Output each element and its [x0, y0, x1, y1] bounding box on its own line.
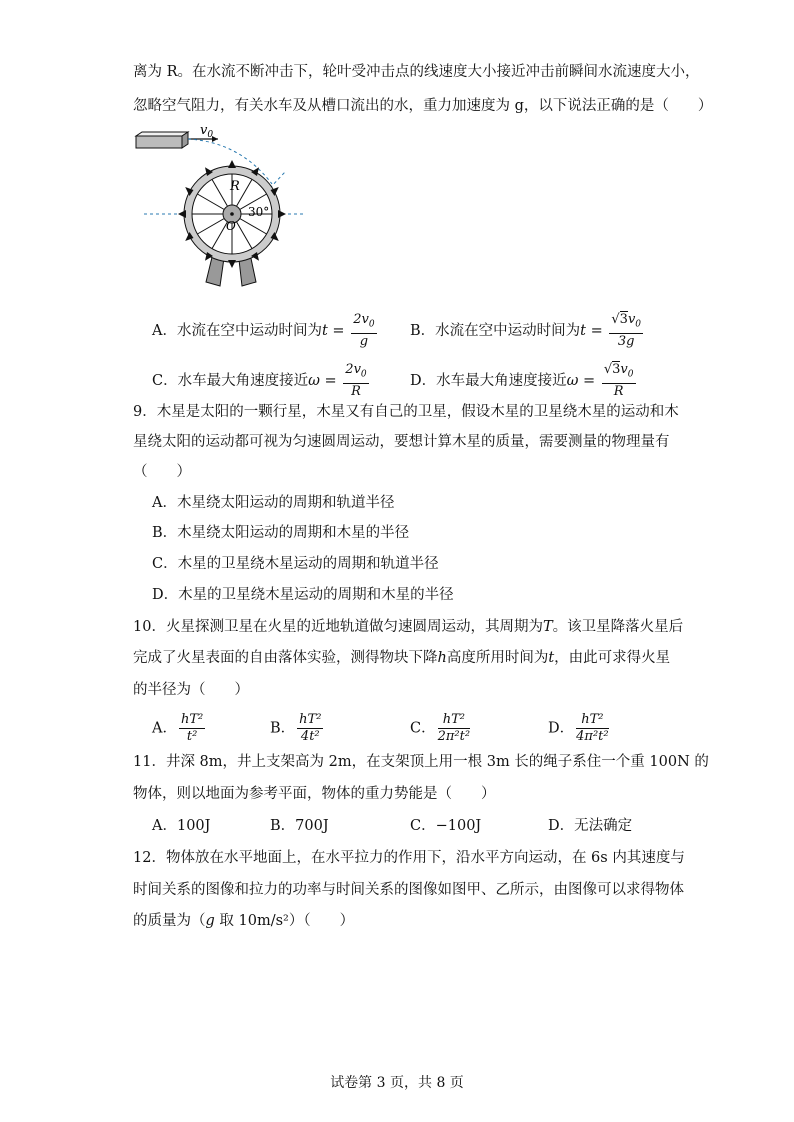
q11-option-a[interactable]: A．100J [152, 818, 211, 834]
q10-stem-line-1: 10．火星探测卫星在火星的近地轨道做匀速圆周运动，其周期为T。该卫星降落火星后 [133, 619, 684, 635]
q11-stem-line-1: 11．井深 8m，井上支架高为 2m，在支架顶上用一根 3m 长的绳子系住一个重 100N 的 [133, 754, 709, 770]
q8-option-a[interactable]: A．水流在空中运动时间为t = $\frac{2v_0}{g}$ [152, 312, 375, 349]
q12-stem-line-1: 12．物体放在水平地面上，在水平拉力的作用下，沿水平方向运动，在 6s 内其速度与 [133, 850, 685, 866]
q9-option-d[interactable]: D．木星的卫星绕木星运动的周期和木星的半径 [152, 587, 454, 603]
q12-stem-line-2: 时间关系的图像和拉力的功率与时间关系的图像如图甲、乙所示，由图像可以求得物体 [133, 882, 684, 898]
q12-stem-line-3: 的质量为（g 取 10m/s²）（ ） [133, 913, 355, 929]
water-trough [136, 132, 188, 148]
water-wheel [178, 160, 286, 268]
q9-option-b[interactable]: B．木星绕太阳运动的周期和木星的半径 [152, 525, 410, 541]
velocity-label: $v_0$ [200, 124, 214, 140]
q9-stem-line-2: 星绕太阳的运动都可视为匀速圆周运动，要想计算木星的质量，需要测量的物理量有 [133, 434, 670, 450]
q10-option-c[interactable]: C． $\frac{\text{hT²}}{\text{2π²t²}}$ [410, 712, 471, 744]
q9-stem-line-3: （ ） [133, 464, 191, 480]
center-label: O [226, 219, 236, 233]
q10-stem-line-2: 完成了火星表面的自由落体实验，测得物块下降h高度所用时间为t，由此可求得火星 [133, 650, 671, 666]
q8-option-b[interactable]: B．水流在空中运动时间为t = $\frac{√3v_0}{3g}$ [410, 312, 642, 349]
q8-stem-line-2: 忽略空气阻力，有关水车及从槽口流出的水，重力加速度为 g，以下说法正确的是（ ） [133, 98, 713, 114]
q10-option-b[interactable]: B． $\frac{\text{hT²}}{\text{4t²}}$ [270, 712, 322, 744]
water-wheel-figure [130, 124, 315, 289]
q8-option-d[interactable]: D．水车最大角速度接近ω = $\frac{√3v_0}{R}$ [410, 362, 634, 399]
q9-option-c[interactable]: C．木星的卫星绕木星运动的周期和轨道半径 [152, 556, 439, 572]
q11-option-c[interactable]: C．−100J [410, 818, 482, 834]
q8-option-c[interactable]: C．水车最大角速度接近ω = $\frac{2v_0}{R}$ [152, 362, 367, 399]
q10-option-d[interactable]: D． $\frac{\text{hT²}}{\text{4π²t²}}$ [548, 712, 609, 744]
q10-option-a[interactable]: A． $\frac{\text{hT²}}{\text{t²}}$ [152, 712, 204, 744]
angle-label: 30° [248, 205, 270, 219]
q9-option-a[interactable]: A．木星绕太阳运动的周期和轨道半径 [152, 495, 395, 511]
q10-stem-line-3: 的半径为（ ） [133, 682, 249, 698]
q11-stem-line-2: 物体，则以地面为参考平面，物体的重力势能是（ ） [133, 786, 496, 802]
radius-label: R [230, 179, 240, 194]
q11-option-b[interactable]: B．700J [270, 818, 329, 834]
q11-option-d[interactable]: D．无法确定 [548, 818, 633, 834]
q9-stem-line-1: 9．木星是太阳的一颗行星，木星又有自己的卫星，假设木星的卫星绕木星的运动和木 [133, 404, 679, 420]
q8-stem-line-1: 离为 R。在水流不断冲击下，轮叶受冲击点的线速度大小接近冲击前瞬间水流速度大小， [133, 64, 700, 80]
page-footer: 试卷第 3 页，共 8 页 [330, 1075, 464, 1091]
